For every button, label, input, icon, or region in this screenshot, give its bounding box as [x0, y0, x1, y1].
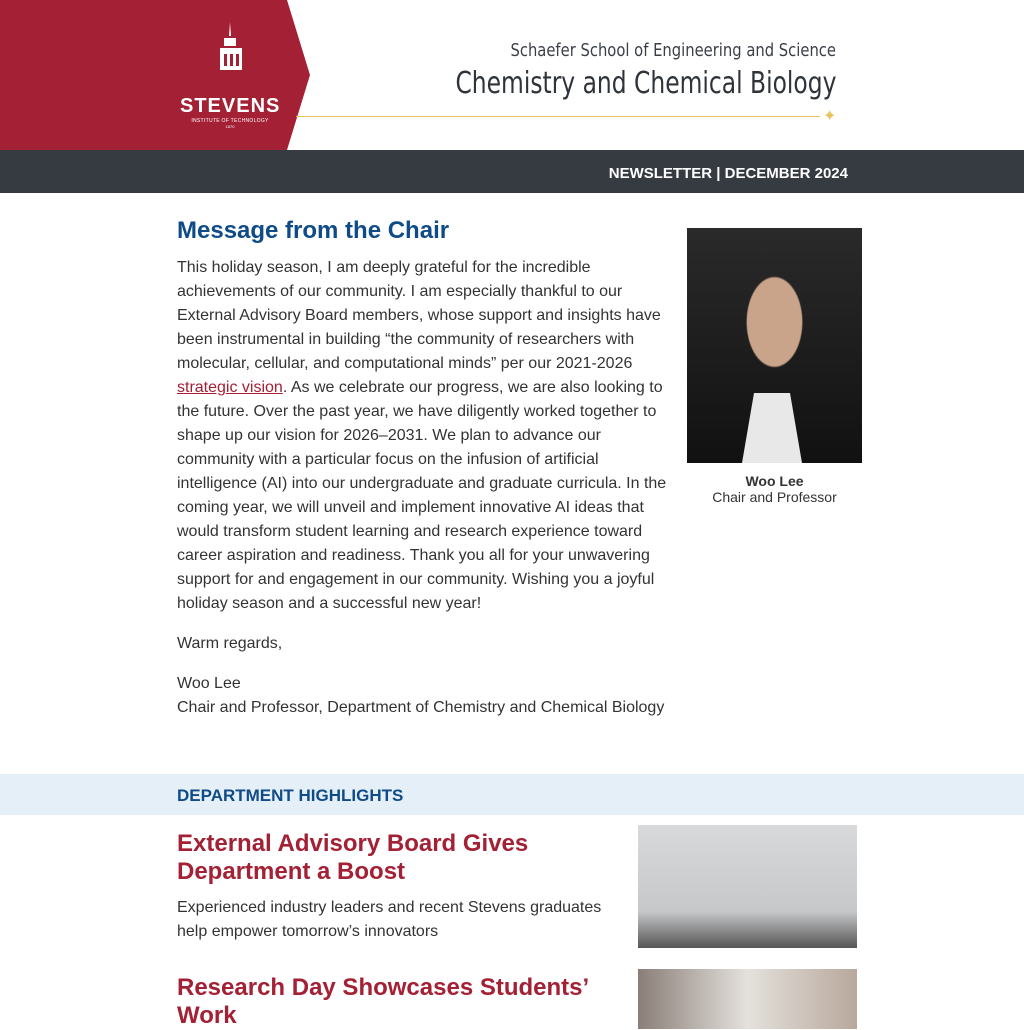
chair-photo	[687, 228, 862, 463]
chair-message	[177, 256, 667, 736]
article-item[interactable]	[177, 974, 617, 1030]
stevens-logo[interactable]: STEVENS INSTITUTE OF TECHNOLOGY 1870	[180, 22, 280, 129]
sparkle-icon: ✦	[823, 108, 837, 125]
message-body: This holiday season, I am deeply grateful for the incredible achievements of our community. I am especially thankful to our External Advisory Board members, whose support and insights have been instrumental in building “the community of researchers with molecular, cellular, and computational minds” per our 2021-2026 strategic vision. As we celebrate our progress, we are also looking to the future. Over the past year, we have diligently worked together to shape up our vision for 2026–2031. We plan to advance our community with a particular focus on the infusion of artificial intelligence (AI) into our undergraduate and graduate curricula. In the coming year, we will unveil and implement innovative AI ideas that would transform student learning and research experience toward career aspiration and readiness. Thank you all for your unwavering support for and engagement in our community. Wishing you a joyful holiday season and a successful new year!	[177, 259, 667, 612]
strategic-vision-link[interactable]: strategic vision	[177, 379, 283, 396]
closing: Warm regards,	[177, 635, 283, 652]
header	[0, 0, 1024, 150]
section-title: Message from the Chair	[177, 217, 450, 244]
article-title[interactable]: External Advisory Board Gives Department a Boost	[177, 830, 529, 885]
article-summary: Experienced industry leaders and recent Stevens graduates help empower tomorrow’s innovators	[177, 899, 602, 940]
signature: Woo Lee Chair and Professor, Department of Chemistry and Chemical Biology	[177, 675, 665, 716]
article-title[interactable]: Research Day Showcases Students’ Work	[177, 974, 588, 1029]
school-name: Schaefer School of Engineering and Science	[510, 40, 836, 61]
photo-caption: Woo Lee Chair and Professor	[712, 473, 837, 505]
highlights-header: DEPARTMENT HIGHLIGHTS	[0, 774, 1024, 815]
divider	[296, 116, 820, 117]
tower-icon	[210, 22, 250, 88]
article-item[interactable]	[177, 830, 617, 944]
newsletter-date: NEWSLETTER | DECEMBER 2024	[608, 165, 848, 182]
newsletter-bar	[0, 150, 1024, 193]
department-name: Chemistry and Chemical Biology	[455, 66, 836, 101]
article-image[interactable]	[638, 825, 857, 948]
article-image[interactable]	[638, 969, 857, 1029]
